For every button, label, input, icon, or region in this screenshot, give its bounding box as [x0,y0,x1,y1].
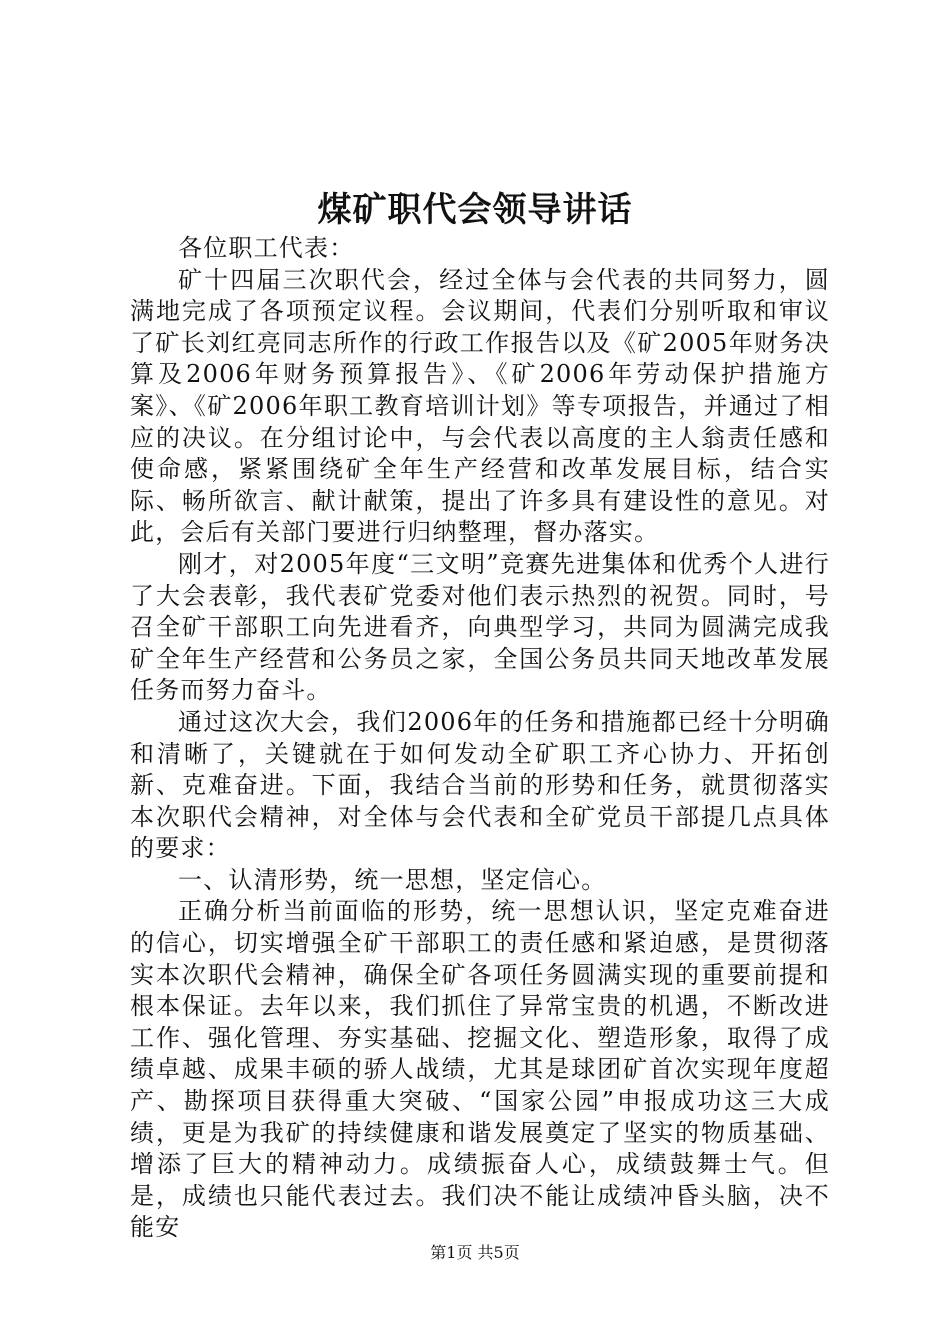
document-body [130,233,830,1244]
body-paragraph: 正确分析当前面临的形势，统一思想认识，坚定克难奋进的信心，切实增强全矿干部职工的责任感和紧迫感，是贯彻落实本次职代会精神，确保全矿各项任务圆满实现的重要前提和根本保证。去年以来，我们抓住了异常宝贵的机遇，不断改进工作、强化管理、夯实基础、挖掘文化、塑造形象，取得了成绩卓越、成果丰硕的骄人战绩，尤其是球团矿首次实现年度超产、勘探项目获得重大突破、“国家公园”申报成功这三大成绩，更是为我矿的持续健康和谐发展奠定了坚实的物质基础、增添了巨大的精神动力。成绩振奋人心，成绩鼓舞士气。但是，成绩也只能代表过去。我们决不能让成绩冲昏头脑，决不能安 [130,897,830,1242]
section-heading: 一、认清形势，统一思想，坚定信心。 [178,865,607,894]
body-paragraph: 矿十四届三次职代会，经过全体与会代表的共同努力，圆满地完成了各项预定议程。会议期间，代表们分别听取和审议了矿长刘红亮同志所作的行政工作报告以及《矿2005年财务决算及2006年财务预算报告》、《矿2006年劳动保护措施方案》、《矿2006年职工教育培训计划》等专项报告，并通过了相应的决议。在分组讨论中，与会代表以高度的主人翁责任感和使命感，紧紧围绕矿全年生产经营和改革发展目标，结合实际、畅所欲言、献计献策，提出了许多具有建设性的意见。对此，会后有关部门要进行归纳整理，督办落实。 [130,265,830,547]
document-title: 煤矿职代会领导讲话 [317,190,633,230]
page-footer: 第1页 共5页 [430,1243,520,1262]
body-paragraph: 刚才，对2005年度“三文明”竞赛先进集体和优秀个人进行了大会表彰，我代表矿党委对他们表示热烈的祝贺。同时，号召全矿干部职工向先进看齐，向典型学习，共同为圆满完成我矿全年生产经营和公务员之家，全国公务员共同天地改革发展任务而努力奋斗。 [130,549,830,705]
body-paragraph: 通过这次大会，我们2006年的任务和措施都已经十分明确和清晰了，关键就在于如何发动全矿职工齐心协力、开拓创新、克难奋进。下面，我结合当前的形势和任务，就贯彻落实本次职代会精神，对全体与会代表和全矿党员干部提几点具体的要求： [130,707,830,863]
salutation-paragraph: 各位职工代表： [178,234,355,262]
